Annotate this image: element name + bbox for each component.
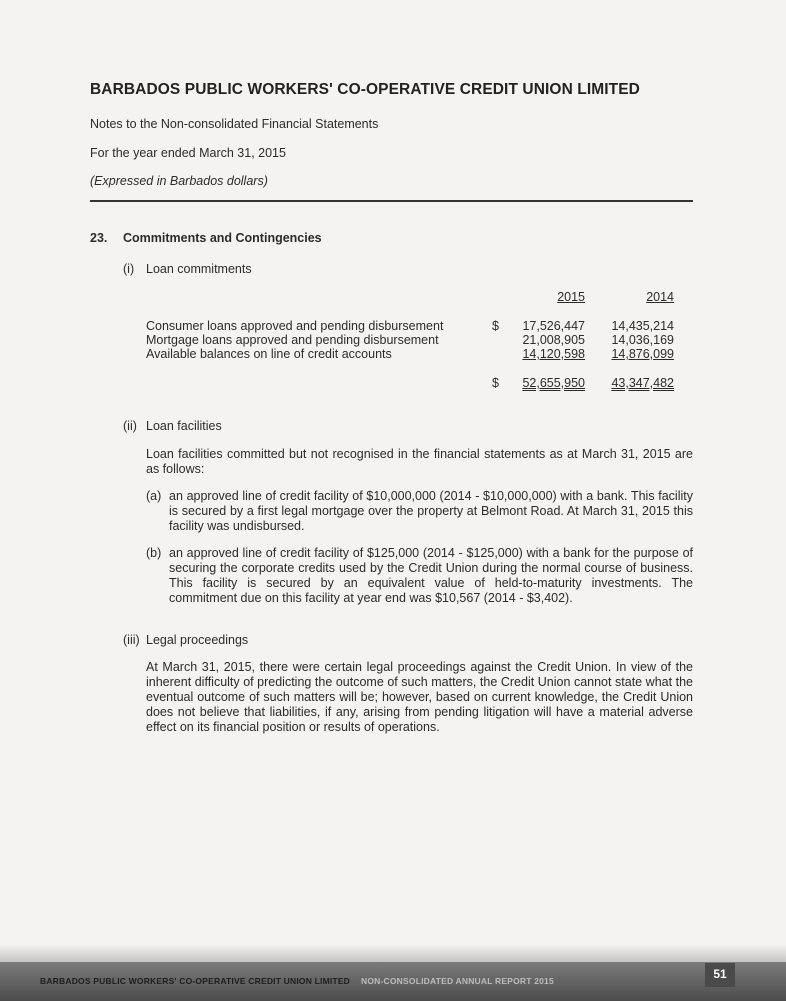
column-header-2014: 2014 xyxy=(646,290,674,304)
column-header-2015: 2015 xyxy=(557,290,585,304)
subsection-label-i: (i) xyxy=(123,262,135,276)
subsection-label-ii: (ii) xyxy=(123,419,137,433)
table-cell-2014: 14,876,099 xyxy=(611,347,674,361)
header-divider xyxy=(90,200,693,202)
subsection-label-iii: (iii) xyxy=(123,633,140,647)
subsection-title-legal: Legal proceedings xyxy=(146,633,249,647)
currency-note: (Expressed in Barbados dollars) xyxy=(90,174,268,188)
total-currency-symbol: $ xyxy=(492,376,499,390)
table-row-desc: Consumer loans approved and pending disbursement xyxy=(146,319,444,333)
table-cell-2015: 14,120,598 xyxy=(522,347,585,361)
table-row-desc: Mortgage loans approved and pending disbursement xyxy=(146,333,439,347)
period-line: For the year ended March 31, 2015 xyxy=(90,146,286,160)
item-label-b: (b) xyxy=(146,546,162,560)
statement-subtitle: Notes to the Non-consolidated Financial Statements xyxy=(90,117,379,131)
total-2015: 52,655,950 xyxy=(522,376,585,390)
facilities-intro: Loan facilities committed but not recognised in the financial statements as at March 31, 2015 are as follows: xyxy=(146,447,693,476)
total-2014: 43,347,482 xyxy=(611,376,674,390)
subsection-title-loan-facilities: Loan facilities xyxy=(146,419,222,433)
document-title: BARBADOS PUBLIC WORKERS' CO-OPERATIVE CREDIT UNION LIMITED xyxy=(90,81,640,98)
table-cell-2015: 21,008,905 xyxy=(522,333,585,347)
table-cell-2014: 14,435,214 xyxy=(611,319,674,333)
table-row-desc: Available balances on line of credit accounts xyxy=(146,347,392,361)
subsection-title-loan-commitments: Loan commitments xyxy=(146,262,252,276)
section-number: 23. xyxy=(90,231,108,245)
footer-org-name: BARBADOS PUBLIC WORKERS' CO-OPERATIVE CREDIT UNION LIMITED xyxy=(40,976,351,986)
table-cell-2015: 17,526,447 xyxy=(522,319,585,333)
legal-paragraph: At March 31, 2015, there were certain legal proceedings against the Credit Union. In view of the inherent difficulty of predicting the outcome of such matters, the Credit Union cannot state what the eventual outcome of such matters will be; however, based on current knowledge, the Credit Union does not believe that liabilities, if any, arising from pending litigation will have a material adverse effect on its financial position or results of operations. xyxy=(146,660,693,734)
page-number: 51 xyxy=(705,963,735,987)
item-label-a: (a) xyxy=(146,489,162,503)
section-title: Commitments and Contingencies xyxy=(123,231,322,245)
footer-report-name: NON-CONSOLIDATED ANNUAL REPORT 2015 xyxy=(361,976,554,986)
footer-shadow xyxy=(0,944,786,962)
currency-symbol: $ xyxy=(492,319,499,333)
facility-item-a: an approved line of credit facility of $10,000,000 (2014 - $10,000,000) with a bank. This facility is secured by a first legal mortgage over the property at Belmont Road. At March 31, 2015 this facility was undisbursed. xyxy=(169,489,693,533)
table-cell-2014: 14,036,169 xyxy=(611,333,674,347)
facility-item-b: an approved line of credit facility of $125,000 (2014 - $125,000) with a bank for the purpose of securing the corporate credits used by the Credit Union during the normal course of business. This facility is secured by an equivalent value of held-to-maturity investments. The commitment due on this facility at year end was $10,567 (2014 - $3,402). xyxy=(169,546,693,605)
